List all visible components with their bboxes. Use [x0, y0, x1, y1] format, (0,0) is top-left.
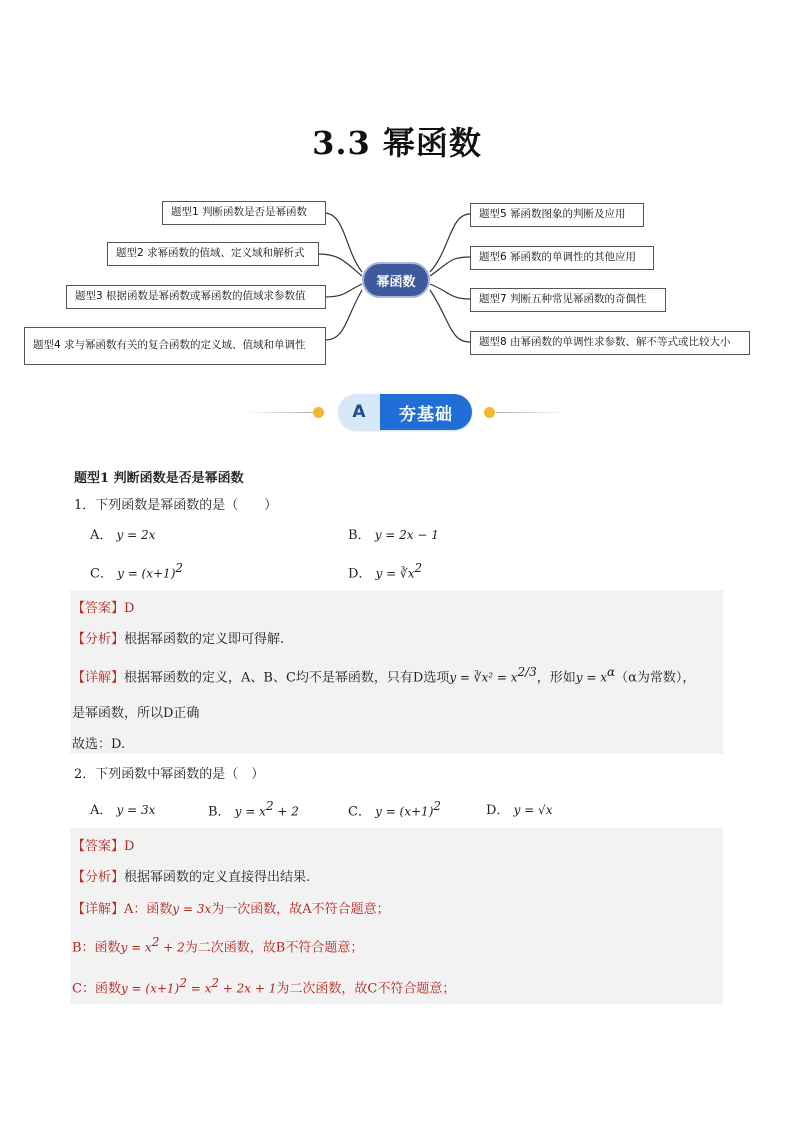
section-letter: A — [338, 394, 380, 430]
q1-analysis-text: 根据幂函数的定义即可得解. — [124, 632, 285, 647]
q2-detail-a-math: y = 3x — [172, 902, 212, 916]
section-rule-left — [245, 412, 315, 413]
section-badge — [338, 394, 472, 430]
q1-detail-text2: ，形如 — [536, 670, 576, 686]
mindmap-node-type7: 题型7 判断五种常见幂函数的奇偶性 — [470, 288, 666, 312]
q2-option-b-label: B． — [208, 804, 231, 820]
q1-detail-line1 — [72, 665, 695, 685]
q2-detail-a-text2: 为一次函数，故A不符合题意； — [211, 902, 390, 917]
q2-option-c-expr: y = (x+1) — [375, 804, 434, 819]
section-label: 夯基础 — [380, 394, 472, 430]
q2-detail-tag: 【详解】 — [72, 902, 125, 917]
q1-option-c — [90, 561, 183, 581]
q2-detail-b-tail: + 2 — [159, 940, 185, 955]
q1-detail-math1-exponent: 2/3 — [517, 665, 537, 679]
q1-option-d-label: D． — [348, 566, 372, 582]
q1-option-b-label: B． — [348, 528, 371, 543]
q1-option-d-expr: y = ∛x — [375, 566, 415, 581]
q2-detail-b-math: y = x — [120, 940, 152, 955]
q2-detail-c-exponent2: 2 — [211, 976, 219, 990]
page-title: 3.3 幂函数 — [312, 124, 482, 162]
q2-detail-c — [72, 976, 455, 996]
q1-option-a-label: A． — [90, 528, 113, 543]
q1-answer — [72, 597, 134, 616]
q2-option-c — [348, 799, 441, 819]
q2-option-d — [486, 799, 552, 818]
q2-option-a — [90, 799, 155, 818]
mindmap-node-type2: 题型2 求幂函数的值域、定义域和解析式 — [107, 242, 319, 266]
q1-option-b-expr: y = 2x − 1 — [374, 528, 439, 542]
q1-detail-text1: 根据幂函数的定义，A、B、C均不是幂函数，只有D选项 — [124, 670, 450, 686]
q2-option-b-exponent: 2 — [265, 799, 274, 813]
q1-option-b — [348, 524, 439, 543]
q2-detail-c-mid: = x — [186, 981, 212, 996]
q1-option-c-label: C． — [90, 566, 113, 582]
q2-detail-b — [72, 935, 363, 955]
q2-option-b-expr: y = x — [234, 804, 266, 819]
q1-detail-math2-exponent: α — [607, 665, 616, 679]
question-type-heading: 题型1 判断函数是否是幂函数 — [74, 471, 244, 486]
section-rule-right — [496, 412, 566, 413]
q2-option-c-exponent: 2 — [433, 799, 442, 813]
q2-analysis-text: 根据幂函数的定义直接得出结果. — [124, 870, 311, 885]
q2-detail-a-text1: A：函数 — [124, 902, 173, 917]
q2-detail-c-tail: + 2x + 1 — [218, 981, 277, 996]
q1-detail-math2: y = x — [575, 670, 608, 685]
q2-detail-c-math: y = (x+1) — [120, 981, 180, 996]
q1-stem: 1．下列函数是幂函数的是（ ） — [74, 498, 278, 513]
q2-detail-c-exponent: 2 — [179, 976, 187, 990]
q2-answer-value: D — [124, 839, 135, 854]
mindmap-node-type3: 题型3 根据函数是幂函数或幂函数的值域求参数值 — [66, 285, 326, 309]
q1-option-a-expr: y = 2x — [116, 528, 156, 542]
mindmap-node-type8: 题型8 由幂函数的单调性求参数、解不等式或比较大小 — [470, 331, 750, 355]
q2-detail-b-text1: B：函数 — [72, 940, 121, 956]
q2-option-a-expr: y = 3x — [116, 803, 156, 817]
mindmap-node-type5: 题型5 幂函数图象的判断及应用 — [470, 203, 644, 227]
mindmap-center: 幂函数 — [362, 262, 430, 298]
q2-option-d-label: D． — [486, 803, 510, 818]
q1-answer-value: D — [124, 601, 135, 616]
q1-option-d — [348, 561, 422, 581]
q1-detail-math1: y = ∛x² = x — [449, 670, 518, 685]
q2-detail-c-text1: C：函数 — [72, 981, 121, 997]
q1-analysis-tag: 【分析】 — [72, 632, 125, 647]
q2-option-a-label: A． — [90, 803, 113, 818]
q1-option-c-exponent: 2 — [175, 561, 184, 575]
q1-option-a — [90, 524, 155, 543]
q2-detail-b-text2: 为二次函数，故B不符合题意； — [184, 940, 364, 956]
q2-stem: 2．下列函数中幂函数的是（ ） — [74, 767, 265, 782]
q2-option-c-label: C． — [348, 804, 371, 820]
q1-detail-tag: 【详解】 — [72, 670, 125, 686]
q1-detail-line3: 故选：D. — [72, 737, 126, 752]
mindmap-node-type6: 题型6 幂函数的单调性的其他应用 — [470, 246, 654, 270]
section-dot-left — [313, 407, 324, 418]
q2-option-b — [208, 799, 299, 819]
q1-analysis — [72, 628, 284, 647]
q2-detail-a — [72, 898, 390, 917]
q1-answer-tag: 【答案】 — [72, 601, 125, 616]
q2-answer — [72, 835, 134, 854]
q2-option-b-tail: + 2 — [273, 804, 299, 819]
q1-detail-text3: （α为常数）， — [615, 670, 696, 686]
mindmap-node-type1: 题型1 判断函数是否是幂函数 — [162, 201, 326, 225]
q2-option-d-expr: y = √x — [513, 803, 553, 817]
q2-analysis-tag: 【分析】 — [72, 870, 125, 885]
q1-detail-line2: 是幂函数，所以D正确 — [72, 706, 200, 721]
mindmap-node-type4: 题型4 求与幂函数有关的复合函数的定义域、值域和单调性 — [24, 327, 326, 365]
q2-answer-tag: 【答案】 — [72, 839, 125, 854]
q1-option-c-expr: y = (x+1) — [117, 566, 176, 581]
q2-analysis — [72, 866, 310, 885]
q2-detail-b-exponent: 2 — [151, 935, 160, 949]
q1-option-d-exponent: 2 — [414, 561, 423, 575]
q2-detail-c-text2: 为二次函数，故C不符合题意； — [276, 981, 456, 997]
section-dot-right — [484, 407, 495, 418]
